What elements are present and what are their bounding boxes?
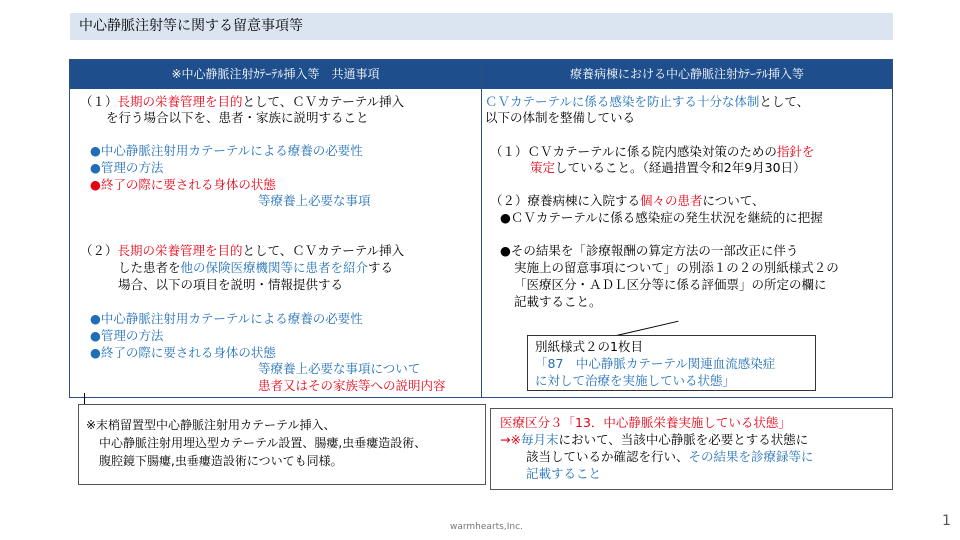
- left-list2-item1: ●中心静脈注射用カテーテルによる療養の必要性: [90, 311, 363, 326]
- left-section1-line1: （１）長期の栄養管理を目的として、ＣＶカテーテル挿入: [80, 94, 405, 109]
- left-list1-extra: 等療養上必要な事項: [258, 193, 371, 208]
- right-item3-line2: 実施上の留意事項について」の別添１の２の別紙様式２の: [514, 260, 839, 275]
- right-intro-line1: ＣＶカテーテルに係る感染を防止する十分な体制として、: [485, 94, 810, 109]
- note-line1: ※末梢留置型中心静脈注射用カテーテル挿入、: [86, 418, 336, 432]
- left-list2-item3: ●終了の際に要される身体の状態: [90, 345, 276, 360]
- left-section1-line2: を行う場合以下を、患者・家族に説明すること: [106, 110, 369, 125]
- medical-class-line3: 該当しているか確認を行い、その結果を診療録等に: [526, 449, 814, 464]
- medical-class-line1: 医療区分３「13．中心静脈栄養実施している状態」: [500, 415, 791, 430]
- left-list2-item2: ●管理の方法: [90, 328, 164, 343]
- right-item1-line1: （１）ＣＶカテーテルに係る院内感染対策のための指針を: [490, 144, 815, 159]
- left-list1-item1: ●中心静脈注射用カテーテルによる療養の必要性: [90, 143, 363, 158]
- left-list2-extra2: 患者又はその家族等への説明内容: [258, 378, 446, 393]
- medical-class-box: [490, 408, 893, 490]
- right-column-header: 療養病棟における中心静脈注射ｶﾃｰﾃﾙ挿入等: [482, 60, 892, 89]
- left-section2-line2: した患者を他の保険医療機関等に患者を紹介する: [118, 260, 394, 275]
- medical-class-line4: 記載すること: [526, 466, 602, 481]
- left-column-header: ※中心静脈注射ｶﾃｰﾃﾙ挿入等 共通事項: [70, 60, 481, 89]
- left-list1-item3: ●終了の際に要される身体の状態: [90, 177, 276, 192]
- right-item1-line2: 策定していること。（経過措置令和2年9月30日）: [530, 160, 806, 175]
- right-item3-line1: ●その結果を「診療報酬の算定方法の一部改正に伴う: [500, 243, 799, 258]
- callout-line2: 「87 中心静脈カテーテル関連血流感染症: [535, 356, 776, 371]
- page-title: 中心静脈注射等に関する留意事項等: [70, 13, 893, 40]
- callout-box: [527, 335, 816, 391]
- left-section2-line1: （２）長期の栄養管理を目的として、ＣＶカテーテル挿入: [80, 243, 405, 258]
- right-item2-bullet: ●ＣＶカテーテルに係る感染症の発生状況を継続的に把握: [500, 210, 823, 225]
- left-list1-item2: ●管理の方法: [90, 160, 164, 175]
- left-section2-line3: 場合、以下の項目を説明・情報提供する: [118, 277, 344, 292]
- right-intro-line2: 以下の体制を整備している: [485, 110, 636, 125]
- callout-line3: に対して治療を実施している状態」: [535, 373, 736, 388]
- medical-class-line2: →※毎月末において、当該中心静脈を必要とする状態に: [500, 432, 809, 447]
- note-box: [78, 404, 486, 485]
- callout-line1: 別紙様式２の1枚目: [535, 339, 643, 354]
- note-line3: 腹腔鏡下腸瘻,虫垂瘻造設術についても同様。: [99, 454, 343, 468]
- left-list2-extra1: 等療養上必要な事項について: [258, 361, 421, 376]
- right-item3-line4: 記載すること。: [514, 294, 602, 309]
- right-item2-line1: （２）療養病棟に入院する個々の患者について、: [490, 193, 765, 208]
- note-line2: 中心静脈注射用埋込型カテーテル設置、腸瘻,虫垂瘻造設術、: [99, 436, 427, 450]
- page-number: 1: [942, 513, 951, 529]
- column-divider: [481, 60, 482, 397]
- footer-company: warmhearts,Inc.: [450, 522, 523, 532]
- right-item3-line3: 「医療区分・ＡＤＬ区分等に係る評価票」の所定の欄に: [514, 277, 827, 292]
